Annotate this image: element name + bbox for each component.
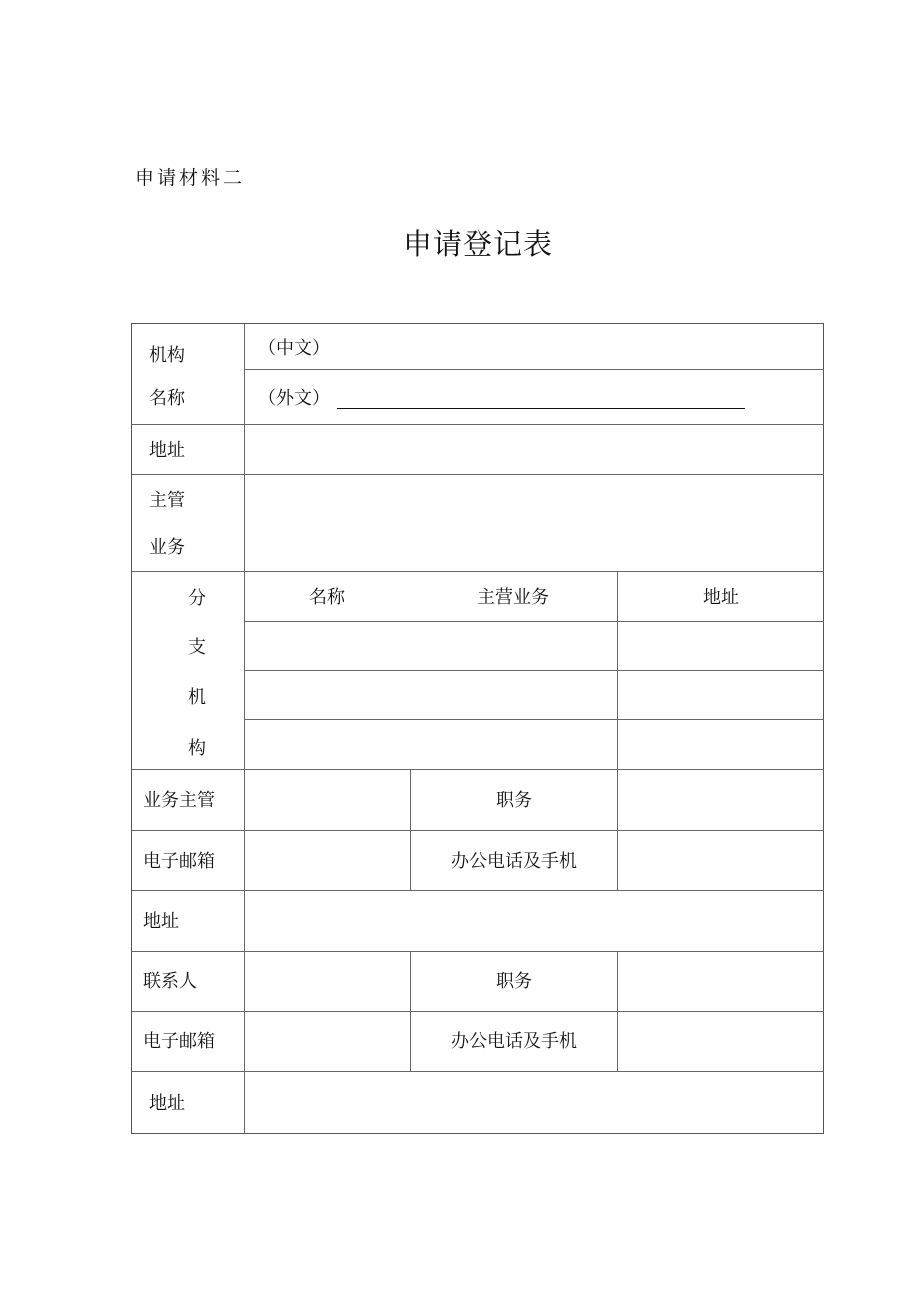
row-divider-business-manager [132,830,824,831]
row-divider-address-2 [132,951,824,952]
document-label: 申请材料二 [135,167,246,189]
contact-email-label: 电子邮箱 [143,1031,215,1052]
address-label-1: 地址 [149,440,185,461]
branches-label-char-4: 构 [188,738,206,759]
manager-email-label: 电子邮箱 [143,851,215,872]
row-divider-contact-person [132,1011,824,1012]
chinese-name-label: （中文） [258,338,330,359]
address-label-2: 地址 [143,911,179,932]
manager-phone-label: 办公电话及手机 [451,851,577,872]
org-name-label-line2: 名称 [149,388,185,409]
main-business-label-line1: 主管 [149,490,185,511]
branches-label-char-3: 机 [188,687,206,708]
branch-address-header: 地址 [703,587,739,608]
row-divider-main-business [132,571,824,572]
row-divider-branch-2 [245,719,824,720]
branches-label-char-2: 支 [188,637,206,658]
row-divider-contact-details [132,1071,824,1072]
row-divider-manager-contact [132,890,824,891]
business-manager-position-label: 职务 [496,790,532,811]
branch-business-header: 主营业务 [477,587,549,608]
row-divider-branch-1 [245,670,824,671]
branches-label-char-1: 分 [188,588,206,609]
main-business-label-line2: 业务 [149,537,185,558]
contact-person-position-label: 职务 [496,971,532,992]
contact-right-divider-lower [617,951,618,1071]
row-divider-org-chinese [245,369,824,370]
contact-middle-divider-lower [410,951,411,1071]
document-title: 申请登记表 [402,227,553,261]
org-name-label-line1: 机构 [149,345,185,366]
registration-form-table [131,323,824,1134]
foreign-name-input-line[interactable] [337,408,745,409]
contact-right-divider-upper [617,769,618,890]
label-column-divider [244,324,245,1134]
branch-name-header: 名称 [309,587,345,608]
contact-phone-label: 办公电话及手机 [451,1031,577,1052]
business-manager-label: 业务主管 [143,790,215,811]
foreign-name-label: （外文） [258,388,330,409]
contact-person-label: 联系人 [143,971,197,992]
address-label-3: 地址 [149,1093,185,1114]
row-divider-org-name [132,424,824,425]
row-divider-branches [132,769,824,770]
row-divider-address [132,474,824,475]
row-divider-branch-header [245,621,824,622]
